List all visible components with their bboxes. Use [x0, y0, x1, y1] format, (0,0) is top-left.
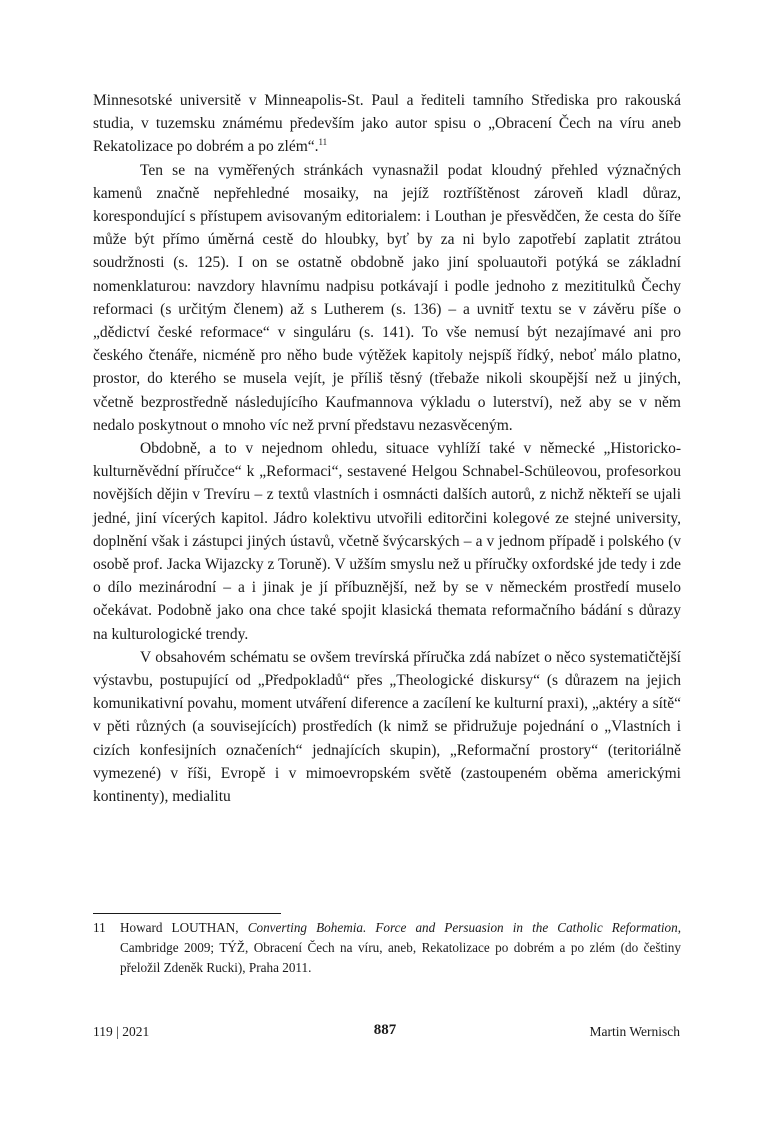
- footnote-rest: , Cambridge 2009; TÝŽ, Obracení Čech na víru, aneb, Rekatolizace po dobrém a po zlém (do češtiny přeložil Zdeněk Rucki), Praha 2011.: [120, 920, 682, 976]
- footnote-author: Howard LOUTHAN,: [120, 920, 239, 935]
- paragraph: [93, 89, 681, 159]
- paragraph: V obsahovém schématu se ovšem trevírská příručka zdá nabízet o něco systematičtější výstavbu, postupující od „Předpokladů“ přes „Theologické diskursy“ (s důrazem na jejich komunikativní povahu, moment utváření diference a zacílení ke kulturní praxi), „aktéry a sítě“ v pěti různých (a souvisejících) prostředích (k nimž se přidružuje pojednání o „Vlastních i cizích konfesijních označeních“ jednajících skupin), „Reformační prostory“ (teritoriálně vymezené) v říši, Evropě i v mimoevropském světě (zastoupeném oběma americkými kontinenty), medialitu: [93, 648, 681, 806]
- paragraph: Ten se na vyměřených stránkách vynasnažil podat kloudný přehled význačných kamenů značně nepřehledné mosaiky, na jejíž roztříštěnost zároveň kladl důraz, korespondující s přístupem avisovaným editorialem: i Louthan je přesvědčen, že cesta do šíře může být přímo úměrná cestě do hloubky, byť by za ni bylo zapotřebí zaplatit ztrátou soudržnosti (s. 125). I on se ostatně obdobně jako jiní spoluautoři potýká se základní nomenklaturou: navzdory hlavnímu nadpisu potkávají i podle jednoho z mezititulků Čechy reformaci (s určitým členem) až s Lutherem (s. 136) – a uvnitř textu se v závěru píše o „dědictví české reformace“ v singuláru (s. 141). To vše nemusí být nezajímavé ani pro českého čtenáře, nicméně pro něho bude výtěžek kapitoly nejspíš řídký, neboť málo platno, prostor, do kterého se musela vejít, je příliš těsný (třebaže nikoli skoupější než u jiných, včetně bezprostředně následujícího Kaufmannova výkladu o luterství), než aby se v něm nedalo poskytnout o mnoho víc než první představu nezasvěceným.: [93, 161, 681, 434]
- footer-author: Martin Wernisch: [589, 1024, 680, 1039]
- footer-issue: 119 | 2021: [93, 1024, 150, 1039]
- footnote-title: Converting Bohemia. Force and Persuasion in the Catholic Reformation: [247, 920, 678, 935]
- footnote: [93, 918, 681, 979]
- paragraph: Obdobně, a to v nejednom ohledu, situace vyhlíží také v německé „Historicko-kulturněvědní příručce“ k „Reformaci“, sestavené Helgou Schnabel-Schüleovou, profesorkou novějších dějin v Trevíru – z textů vlastních i osmnácti dalších autorů, z nichž někteří se ujali jedné, jiní vícerých kapitol. Jádro kolektivu utvořili editorčini kolegové ze stejné university, doplnění však i zástupci jiných ústavů, včetně švýcarských – a v jednom případě i polského (v osobě prof. Jacka Wijazcky z Toruně). V užším smyslu než u příručky oxfordské jde tedy i zde o dílo mezinárodní – a i jinak je jí příbuznější, než by se v německém prostředí muselo očekávat. Podobně jako ona chce také spojit klasická themata reformačního bádání s důrazy na kulturologické trendy.: [93, 440, 681, 643]
- footnote-number: 11: [93, 920, 106, 935]
- paragraph-text: Minnesotské universitě v Minneapolis-St. Paul a řediteli tamního Střediska pro rakouská studia, v tuzemsku známému především jako autor spisu o „Obracení Čech na víru aneb Rekatolizace po dobrém a po zlém“.: [93, 92, 681, 156]
- footnote-ref[interactable]: 11: [318, 137, 328, 148]
- body-text: [93, 89, 681, 808]
- page-number: 887: [373, 1022, 397, 1038]
- footnote-text: [120, 918, 681, 979]
- footnote-divider: [93, 913, 281, 914]
